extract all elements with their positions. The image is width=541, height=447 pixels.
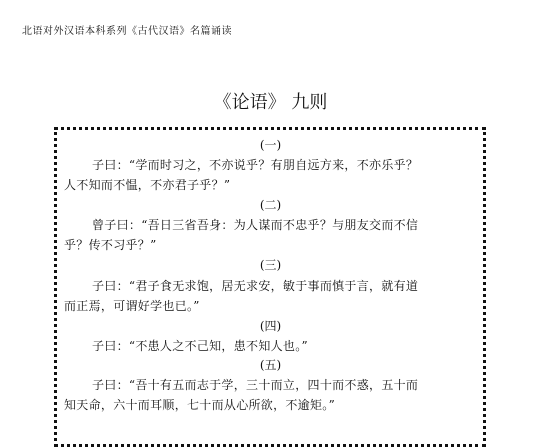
section-number: (一) <box>259 138 282 152</box>
page-header: 北语对外汉语本科系列《古代汉语》名篇诵读 <box>22 26 232 37</box>
text-line: 子曰：“吾十有五而志于学，三十而立，四十而不惑，五十而 <box>92 378 419 392</box>
text-line: 曾子曰：“吾日三省吾身：为人谋而不忠乎？与朋友交而不信 <box>92 218 419 232</box>
text-line: 子曰：“学而时习之，不亦说乎？有朋自远方来，不亦乐乎？ <box>92 158 419 172</box>
text-line: 乎？传不习乎？” <box>64 238 157 252</box>
page-title: 《论语》 九则 <box>213 92 328 113</box>
section-number: (三) <box>259 258 282 272</box>
text-line: 而正焉，可谓好学也已。” <box>64 299 200 313</box>
text-line: 子曰：“君子食无求饱，居无求安，敏于事而慎于言，就有道 <box>92 279 419 293</box>
text-line: 子曰：“不患人之不己知，患不知人也。” <box>92 339 308 353</box>
section-number: (四) <box>259 319 282 333</box>
text-line: 知天命，六十而耳顺，七十而从心所欲，不逾矩。” <box>64 398 336 412</box>
section-number: (五) <box>259 358 282 372</box>
section-number: (二) <box>259 198 282 212</box>
text-line: 人不知而不愠，不亦君子乎？” <box>64 178 231 192</box>
